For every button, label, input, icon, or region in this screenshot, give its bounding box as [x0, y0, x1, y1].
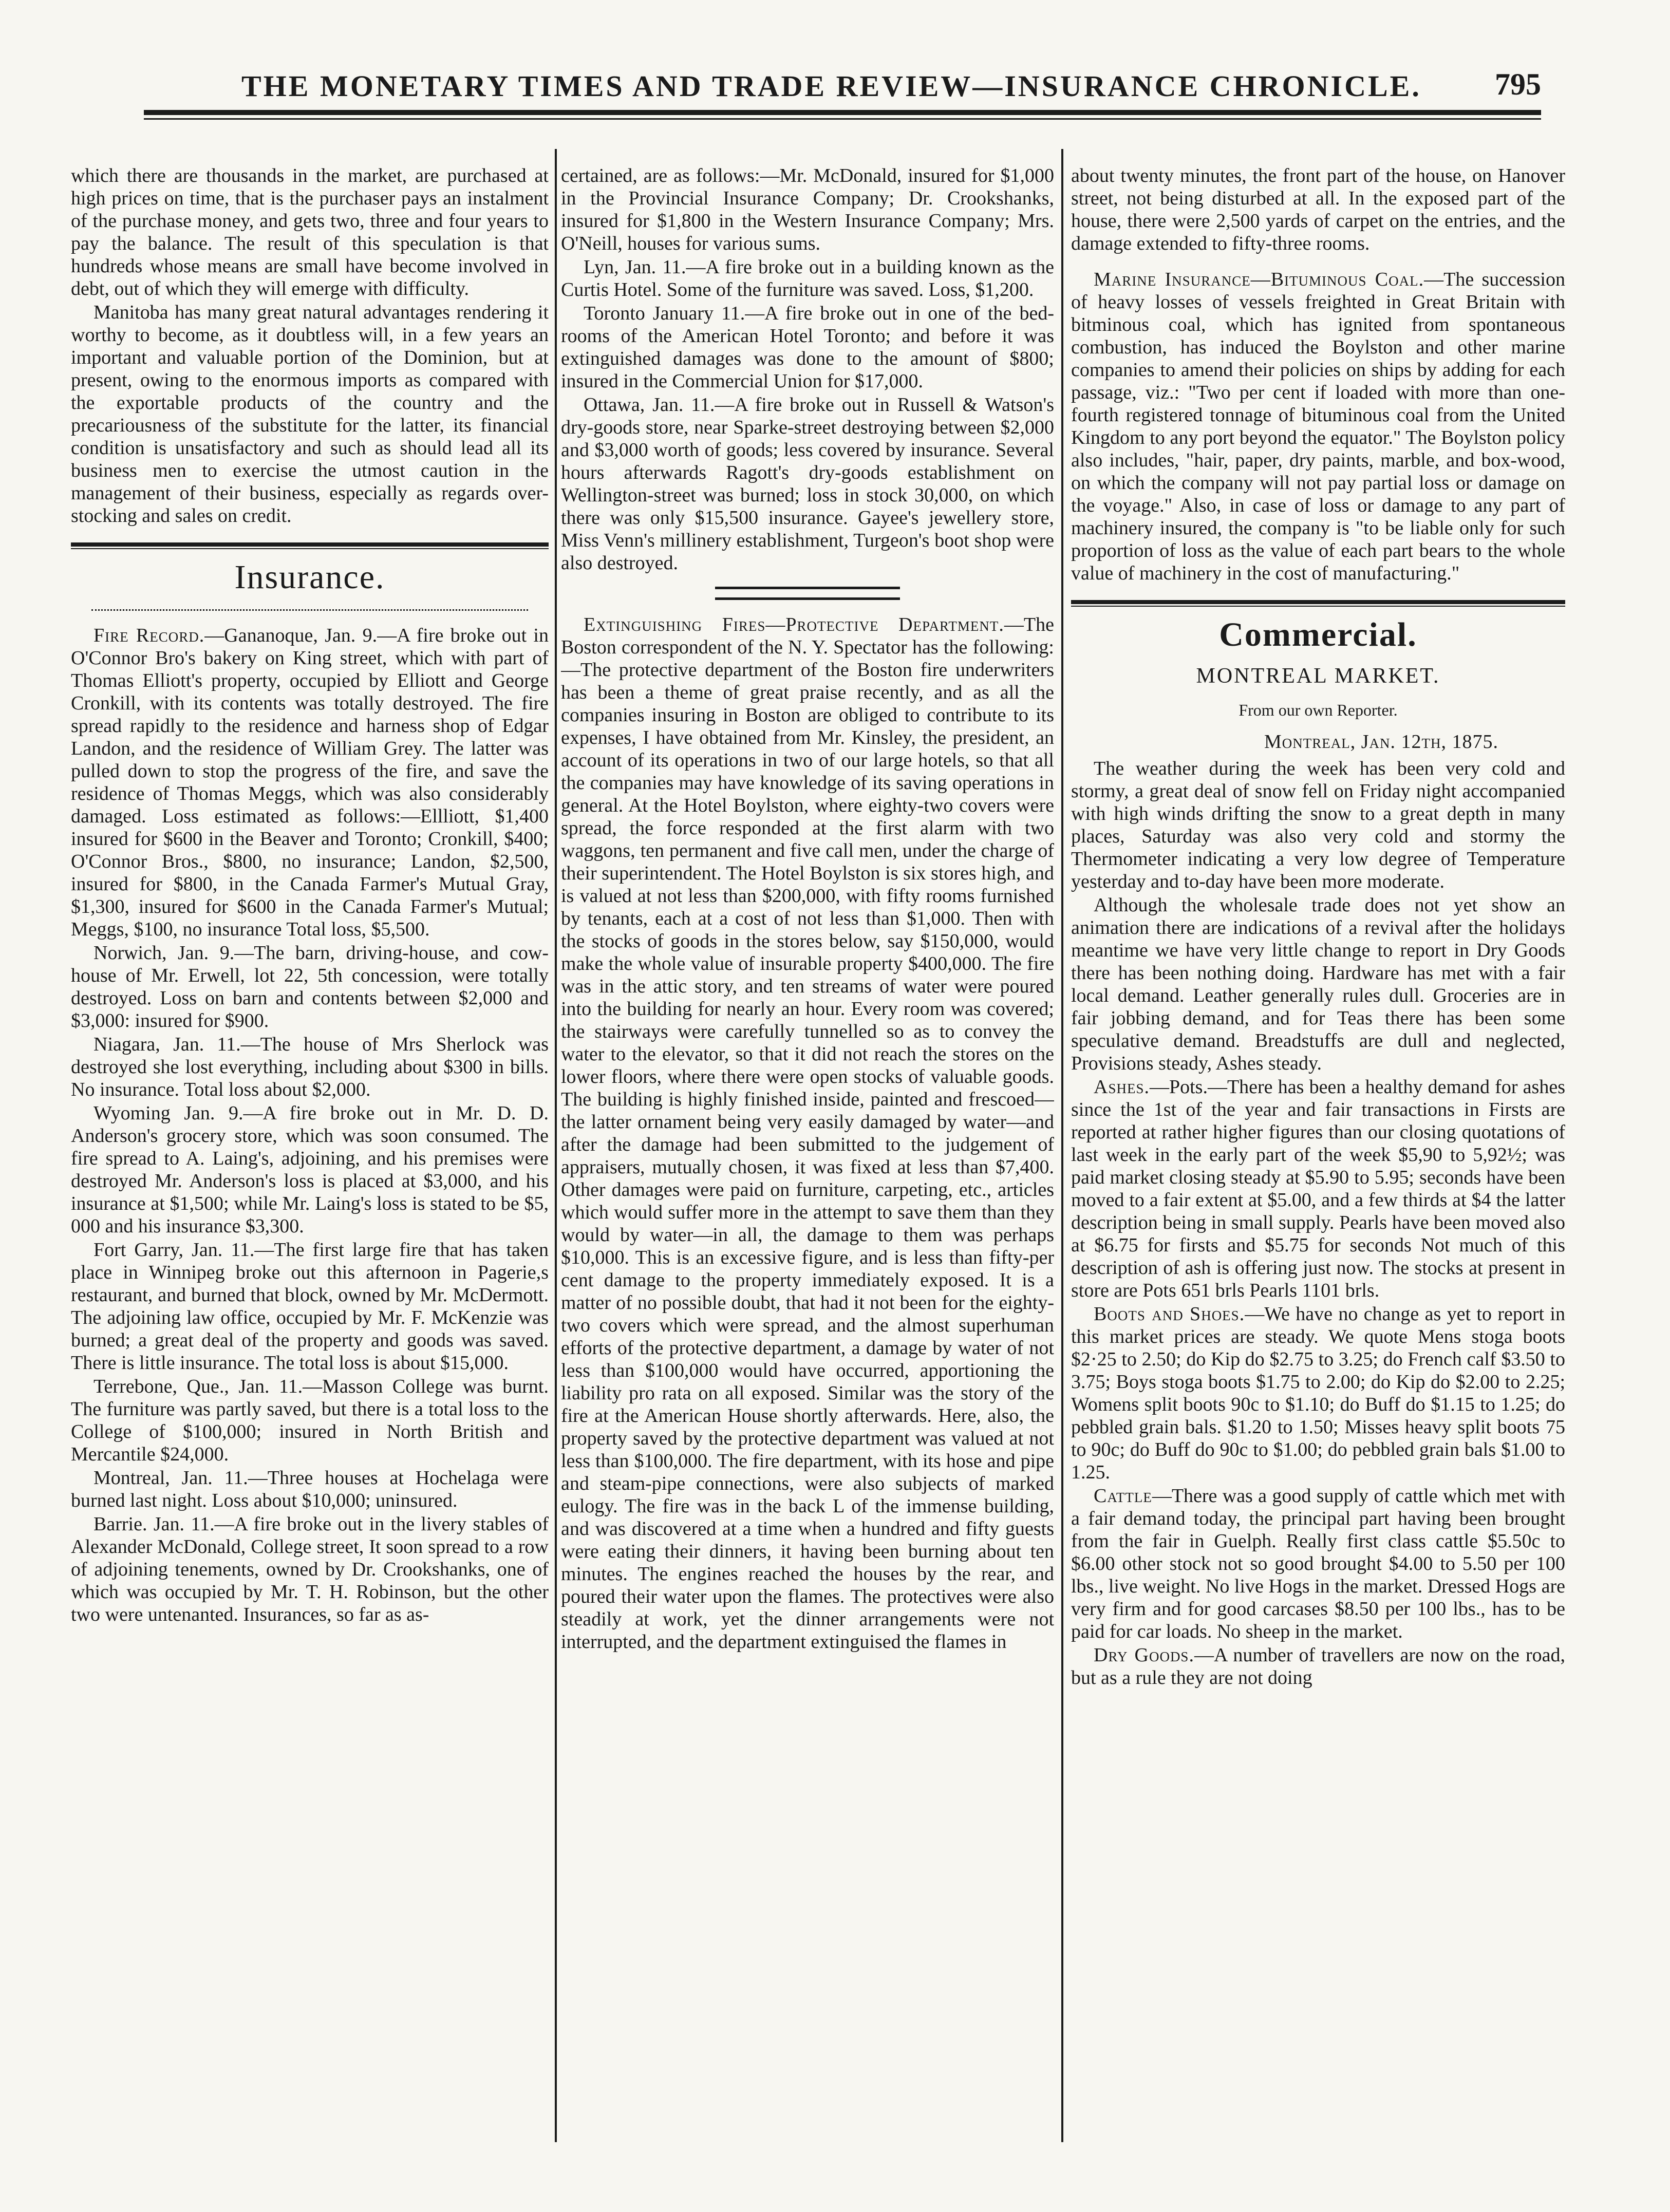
column-1 — [71, 164, 549, 2147]
column-divider — [555, 149, 557, 2142]
paragraph: Fire Record.—Gananoque, Jan. 9.—A fire broke out in O'Connor Bro's bakery on King street, which with part of Thomas Elliott's property, occupied by Elliott and George Cronkill, with its contents was totally destroyed. The fire spread rapidly to the residence and harness shop of Edgar Landon, and the residence of William Grey. The latter was pulled down to stop the progress of the fire, and save the residence of Thomas Meggs, which was also considerably damaged. Loss estimated as follows:—Ellliott, $1,400 insured for $600 in the Beaver and Toronto; Cronkill, $400; O'Connor Bros., $800, no insurance; Landon, $2,500, insured for $800, in the Canada Farmer's Mutual Gray, $1,300, insured for $600 in the Canada Farmer's Mutual; Meggs, $100, no insurance Total loss, $5,500. — [71, 625, 549, 940]
paragraph: Wyoming Jan. 9.—A fire broke out in Mr. D. D. Anderson's grocery store, which was soon consumed. The fire spread to A. Laing's, adjoining, and his premises were destroyed Mr. Anderson's loss is placed at $3,000, and his insurance at $1,500; while Mr. Laing's loss is stated to be $5, 000 and his insurance $3,300. — [71, 1102, 549, 1237]
paragraph: Extinguishing Fires—Protective Department.—The Boston correspondent of the N. Y. Spectator has the following:—The protective department of the Boston fire underwriters has been a theme of great praise recently, and as all the companies insuring in Boston are obliged to contribute to its expenses, I have obtained from Mr. Kinsley, the president, an account of its operations in two of our large hotels, so that all the companies may have knowledge of its saving operations in general. At the Hotel Boylston, where eighty-two covers were spread, the force responded at the first alarm with two waggons, ten permanent and five call men, under the charge of their superintendent. The Hotel Boylston is six stores high, and is valued at not less than $200,000, with fifty rooms furnished by tenants, each at a cost of not less than $1,000. Then with the stocks of goods in the stores below, say $150,000, would make the whole value of insurable property $400,000. The fire was in the attic story, and ten streams of water were poured into the building for nearly an hour. Every room was covered; the stairways were carefully tunnelled so as to convey the water to the elevator, so that it did not reach the stores on the lower floors, where there were open stocks of valuable goods. The building is highly finished inside, painted and frescoed—the latter ornament being very easily damaged by water—and after the damage had been submitted to the judgement of appraisers, mutually chosen, it was fixed at less than $7,400. Other damages were paid on furniture, carpeting, etc., articles which would suffer more in the attempt to save them than they would by water—in all, the damage to them was perhaps $10,000. This is an excessive figure, and is less than fifty-per cent damage to the property immediately exposed. It is a matter of no possible doubt, that had it not been for the eighty-two covers which were spread, and the almost superhuman efforts of the protective department, a damage by water of not less than $100,000 would have occurred, apportioning the liability pro rata on all exposed. Similar was the story of the fire at the American House shortly afterwards. Here, also, the property saved by the protective department was valued at not less than $100,000. The fire department, with its hose and pipe and steam-pipe connections, were also subjects of marked eulogy. The fire was in the back L of the immense building, and was discovered at a time when a hundred and fifty guests were eating their dinners, it having been burning about ten minutes. The engines reached the houses by the rear, and poured their water upon the flames. The protectives were also steadily at work, yet the dinner arrangements were not interrupted, and the department extinguised the flames in — [561, 614, 1054, 1653]
header-rule — [144, 110, 1541, 115]
paragraph: Ashes.—Pots.—There has been a healthy demand for ashes since the 1st of the year and fair transactions in Firsts are reported at rather higher figures than our closing quotations of last week in the early part of the week $5,90 to 5,92½; was paid market closing steady at $5.90 to 5.95; seconds have been moved to a fair extent at $5.00, and a few thirds at $4 the latter description being in small supply. Pearls have been moved also at $6.75 for firsts and $5.75 for seconds Not much of this description of ash is offering just now. The stocks at present in store are Pots 651 brls Pearls 1101 brls. — [1071, 1076, 1565, 1301]
section-rule — [715, 587, 900, 600]
paragraph: Terrebone, Que., Jan. 11.—Masson College was burnt. The furniture was partly saved, but there is a total loss to the College of $100,000; insured in North British and Mercantile $24,000. — [71, 1376, 549, 1465]
header-rule-thin — [144, 118, 1541, 120]
section-rule — [71, 542, 549, 550]
column-divider — [1061, 149, 1063, 2142]
dateline: Montreal, Jan. 12th, 1875. — [1264, 731, 1498, 753]
paragraph: Dry Goods.—A number of travellers are now on the road, but as a rule they are not doing — [1071, 1644, 1565, 1689]
paragraph: Montreal, Jan. 11.—Three houses at Hochelaga were burned last night. Loss about $10,000; uninsured. — [71, 1467, 549, 1511]
page-header — [144, 61, 1541, 122]
paragraph: Marine Insurance—Bituminous Coal.—The succession of heavy losses of vessels freighted in Great Britain with bitminous coal, which has ignited from spontaneous combustion, has induced the Boylston and other marine companies to amend their policies on ships by adding for each passage, viz.: "Two per cent if loaded with more than one-fourth registered tonnage of bituminous coal from the United Kingdom to any port beyond the equator." The Boylston policy also includes, "hair, paper, dry paints, marble, and box-wood, on which the company will not pay partial loss or damage on the voyage." Also, in case of loss or damage to any part of machinery insured, the company is "to be liable only for such proportion of loss as the value of each part bears to the whole value of machinery in the cost of manufacturing." — [1071, 269, 1565, 584]
market-heading: MONTREAL MARKET. — [1196, 664, 1440, 688]
paragraph: Niagara, Jan. 11.—The house of Mrs Sherlock was destroyed she lost everything, including about $300 in bills. No insurance. Total loss about $2,000. — [71, 1034, 549, 1100]
run-in-head: Marine Insurance—Bituminous Coal. — [1094, 269, 1424, 290]
paragraph: Boots and Shoes.—We have no change as yet to report in this market prices are steady. We quote Mens stoga boots $2·25 to 2.50; do Kip do $2.75 to 3.25; do French calf $3.50 to 3.75; Boys stoga boots $1.75 to 2.00; do Kip do $2.00 to 2.25; Womens split boots 90c to $1.10; do Buff do $1.15 to 1.25; do pebbled grain bals. $1.20 to 1.50; Misses heavy split boots 75 to 90c; do Buff do 90c to $1.00; do pebbled grain bals $1.00 to 1.25. — [1071, 1303, 1565, 1483]
run-in-head: Extinguishing Fires—Protective Department. — [584, 614, 1004, 635]
paragraph: Fort Garry, Jan. 11.—The first large fire that has taken place in Winnipeg broke out this afternoon in Pagerie,s restaurant, and burned that block, owned by Mr. McDermott. The adjoining law office, occupied by Mr. F. McKenzie was burned; a great deal of the property and goods was saved. There is little insurance. The total loss is about $15,000. — [71, 1239, 549, 1374]
ornament-rule — [91, 601, 528, 611]
run-in-head: Dry Goods. — [1094, 1644, 1194, 1666]
paragraph: Ottawa, Jan. 11.—A fire broke out in Russell & Watson's dry-goods store, near Sparke-street destroying between $2,000 and $3,000 worth of goods; less covered by insurance. Several hours afterwards Ragott's dry-goods establishment on Wellington-street was burned; loss in stock 30,000, on which there was only $15,500 insurance. Gayee's jewellery store, Miss Venn's millinery establishment, Turgeon's boot shop were also destroyed. — [561, 394, 1054, 574]
insurance-heading: Insurance. — [234, 558, 385, 596]
paragraph: Toronto January 11.—A fire broke out in one of the bed-rooms of the American Hotel Toronto; and before it was extinguished damages was done to the amount of $800; insured in the Commercial Union for $17,000. — [561, 303, 1054, 392]
paragraph: Barrie. Jan. 11.—A fire broke out in the livery stables of Alexander McDonald, College street, It soon spread to a row of adjoining tenements, owned by Dr. Crookshanks, one of which was occupied by Mr. T. H. Robinson, but the other two were untenanted. Insurances, so far as as- — [71, 1513, 549, 1625]
paragraph: certained, are as follows:—Mr. McDonald, insured for $1,000 in the Provincial Insurance Company; Dr. Crookshanks, insured for $1,800 in the Western Insurance Company; Mrs. O'Neill, houses for various sums. — [561, 165, 1054, 254]
run-in-head: Ashes. — [1094, 1076, 1150, 1098]
paragraph: about twenty minutes, the front part of the house, on Hanover street, not being disturbed at all. In the exposed part of the house, there were 2,500 yards of carpet on the entries, and the damage extended to fifty-three rooms. — [1071, 165, 1565, 254]
paragraph: Although the wholesale trade does not yet show an animation there are indications of a revival after the holidays meantime we have very little change to report in Dry Goods there has been nothing doing. Hardware has met with a fair local demand. Leather generally rules dull. Groceries are in fair jobbing demand, and for Teas there has been some speculative demand. Breadstuffs are dull and neglected, Provisions steady, Ashes steady. — [1071, 894, 1565, 1074]
run-in-head: Boots and Shoes. — [1094, 1303, 1245, 1325]
column-2 — [561, 164, 1054, 2147]
paragraph: Norwich, Jan. 9.—The barn, driving-house, and cow-house of Mr. Erwell, lot 22, 5th concession, were totally destroyed. Loss on barn and contents between $2,000 and $3,000: insured for $900. — [71, 942, 549, 1032]
section-rule — [1071, 600, 1565, 607]
byline: From our own Reporter. — [1239, 701, 1398, 719]
paragraph: Lyn, Jan. 11.—A fire broke out in a building known as the Curtis Hotel. Some of the furniture was saved. Loss, $1,200. — [561, 256, 1054, 301]
paragraph: which there are thousands in the market, are purchased at high prices on time, that is the purchaser pays an instalment of the purchase money, and gets two, three and four years to pay the balance. The result of this speculation is that hundreds whose means are small have become involved in debt, out of which they will emerge with difficulty. — [71, 165, 549, 299]
paragraph: Manitoba has many great natural advantages rendering it worthy to become, as it doubtless will, in a few years an important and valuable portion of the Dominion, but at present, owing to the enormous imports as compared with the exportable products of the country and the precariousness of the substitute for the latter, its financial condition is unsatisfactory and such as should lead all its business men to exercise the utmost caution in the management of their business, especially as regards over-stocking and sales on credit. — [71, 302, 549, 527]
commercial-heading: Commercial. — [1219, 616, 1417, 653]
page-number: 795 — [1495, 67, 1541, 101]
run-in-head: Fire Record. — [93, 625, 205, 646]
paragraph: The weather during the week has been very cold and stormy, a great deal of snow fell on Friday night accompanied with high winds drifting the snow to a great depth in many places, Saturday was also very cold and stormy the Thermometer indicating a very low degree of Temperature yesterday and to-day have been more moderate. — [1071, 758, 1565, 892]
run-in-head: Cattle — [1094, 1485, 1152, 1507]
paragraph: Cattle—There was a good supply of cattle which met with a fair demand today, the principal part having been brought from the fair in Guelph. Really first class cattle $5.50c to $6.00 other stock not so good brought $4.00 to 5.50 per 100 lbs., live weight. No live Hogs in the market. Dressed Hogs are very firm and for good carcases $8.50 per 100 lbs., has to be paid for car loads. No sheep in the market. — [1071, 1485, 1565, 1642]
masthead-title: THE MONETARY TIMES AND TRADE REVIEW—INSURANCE CHRONICLE. — [241, 69, 1421, 103]
column-3 — [1071, 164, 1565, 2147]
